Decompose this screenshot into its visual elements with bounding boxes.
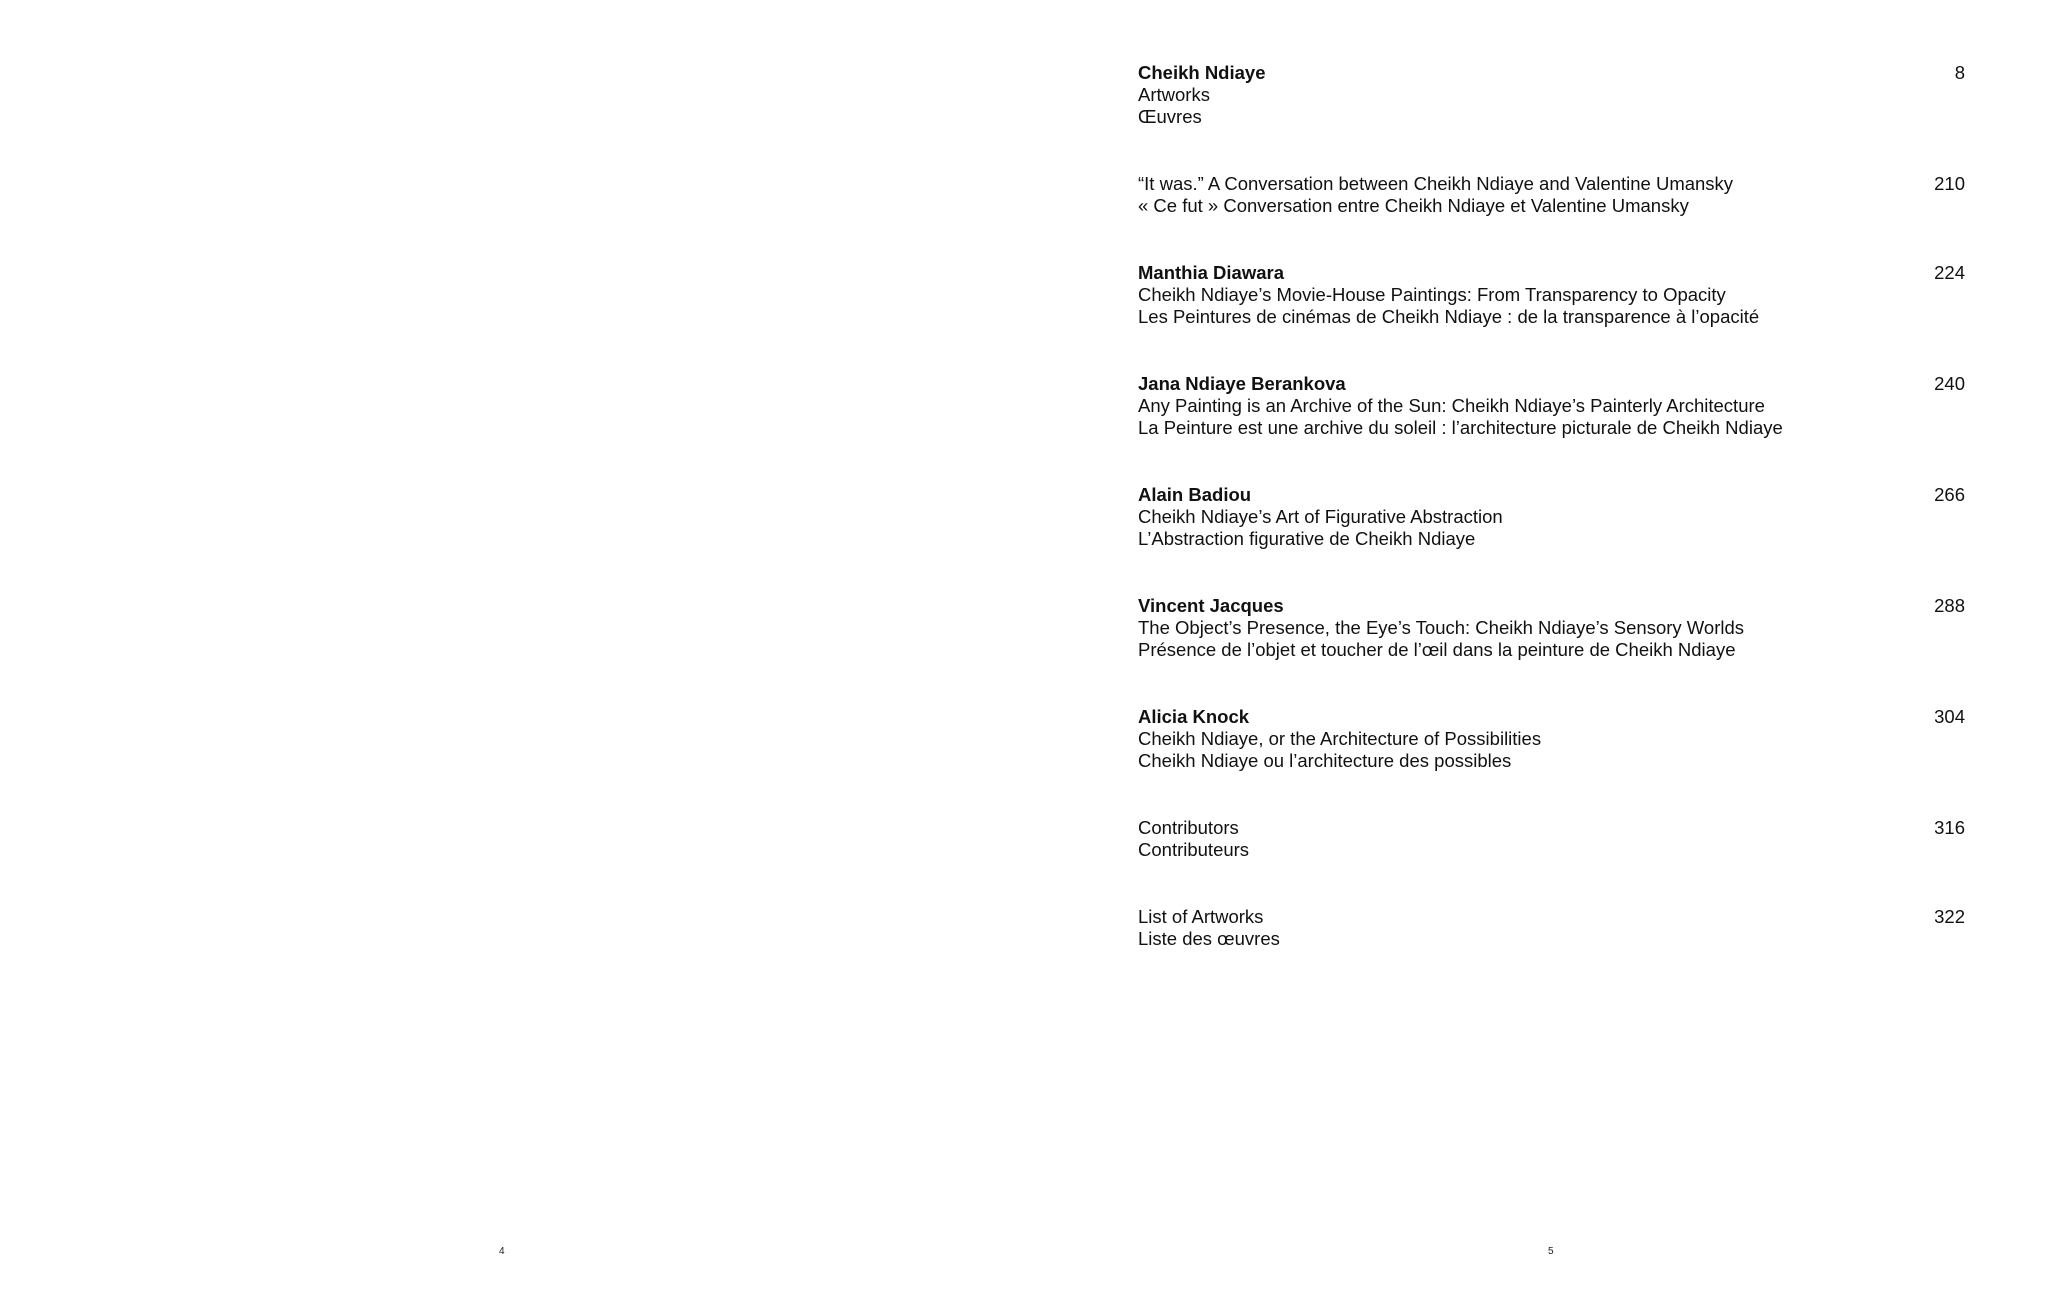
toc-title-line: Cheikh Ndiaye ou l’architecture des possibles — [1138, 750, 1512, 771]
toc-page-number: 224 — [1934, 262, 1965, 283]
toc-entry — [1138, 373, 1965, 439]
toc-entry — [1138, 262, 1965, 328]
toc-entry — [1138, 595, 1965, 661]
toc-title-line: List of Artworks — [1138, 906, 1264, 927]
toc-entry — [1138, 62, 1965, 128]
table-of-contents — [1138, 62, 1965, 950]
toc-title-line: Présence de l’objet et toucher de l’œil dans la peinture de Cheikh Ndiaye — [1138, 639, 1736, 660]
toc-title-line: Cheikh Ndiaye, or the Architecture of Possibilities — [1138, 728, 1542, 749]
toc-title-line: “It was.” A Conversation between Cheikh Ndiaye and Valentine Umansky — [1138, 173, 1734, 194]
toc-page-number: 210 — [1934, 173, 1965, 194]
toc-page-number: 240 — [1934, 373, 1965, 394]
page-number-right: 5 — [1548, 1246, 1554, 1257]
toc-page-number: 316 — [1934, 817, 1965, 838]
toc-author: Manthia Diawara — [1138, 262, 1284, 283]
toc-title-line: Cheikh Ndiaye’s Movie-House Paintings: From Transparency to Opacity — [1138, 284, 1726, 305]
toc-title-line: Œuvres — [1138, 106, 1202, 127]
toc-author: Alain Badiou — [1138, 484, 1252, 505]
toc-title-line: The Object’s Presence, the Eye’s Touch: Cheikh Ndiaye’s Sensory Worlds — [1138, 617, 1745, 638]
toc-entry — [1138, 817, 1965, 861]
toc-author: Jana Ndiaye Berankova — [1138, 373, 1346, 394]
toc-entry — [1138, 173, 1965, 217]
toc-entry — [1138, 484, 1965, 550]
toc-title-line: Les Peintures de cinémas de Cheikh Ndiaye : de la transparence à l’opacité — [1138, 306, 1760, 327]
toc-title-line: La Peinture est une archive du soleil : l’architecture picturale de Cheikh Ndiaye — [1138, 417, 1783, 438]
toc-page-number: 304 — [1934, 706, 1965, 727]
toc-title-line: Liste des œuvres — [1138, 928, 1280, 949]
toc-page-number: 266 — [1934, 484, 1965, 505]
toc-author: Vincent Jacques — [1138, 595, 1284, 616]
toc-page-number: 288 — [1934, 595, 1965, 616]
toc-title-line: Contributors — [1138, 817, 1239, 838]
toc-title-line: Contributeurs — [1138, 839, 1250, 860]
toc-title-line: Any Painting is an Archive of the Sun: Cheikh Ndiaye’s Painterly Architecture — [1138, 395, 1765, 416]
toc-author: Cheikh Ndiaye — [1138, 62, 1266, 83]
toc-page-number: 8 — [1954, 62, 1965, 83]
toc-author: Alicia Knock — [1138, 706, 1250, 727]
toc-entry — [1138, 906, 1965, 950]
toc-page-number: 322 — [1934, 906, 1965, 927]
page-number-left: 4 — [499, 1246, 505, 1257]
toc-title-line: Cheikh Ndiaye’s Art of Figurative Abstraction — [1138, 506, 1503, 527]
toc-title-line: L’Abstraction figurative de Cheikh Ndiaye — [1138, 528, 1476, 549]
toc-entry — [1138, 706, 1965, 772]
toc-title-line: « Ce fut » Conversation entre Cheikh Ndiaye et Valentine Umansky — [1138, 195, 1689, 216]
toc-title-line: Artworks — [1138, 84, 1210, 105]
